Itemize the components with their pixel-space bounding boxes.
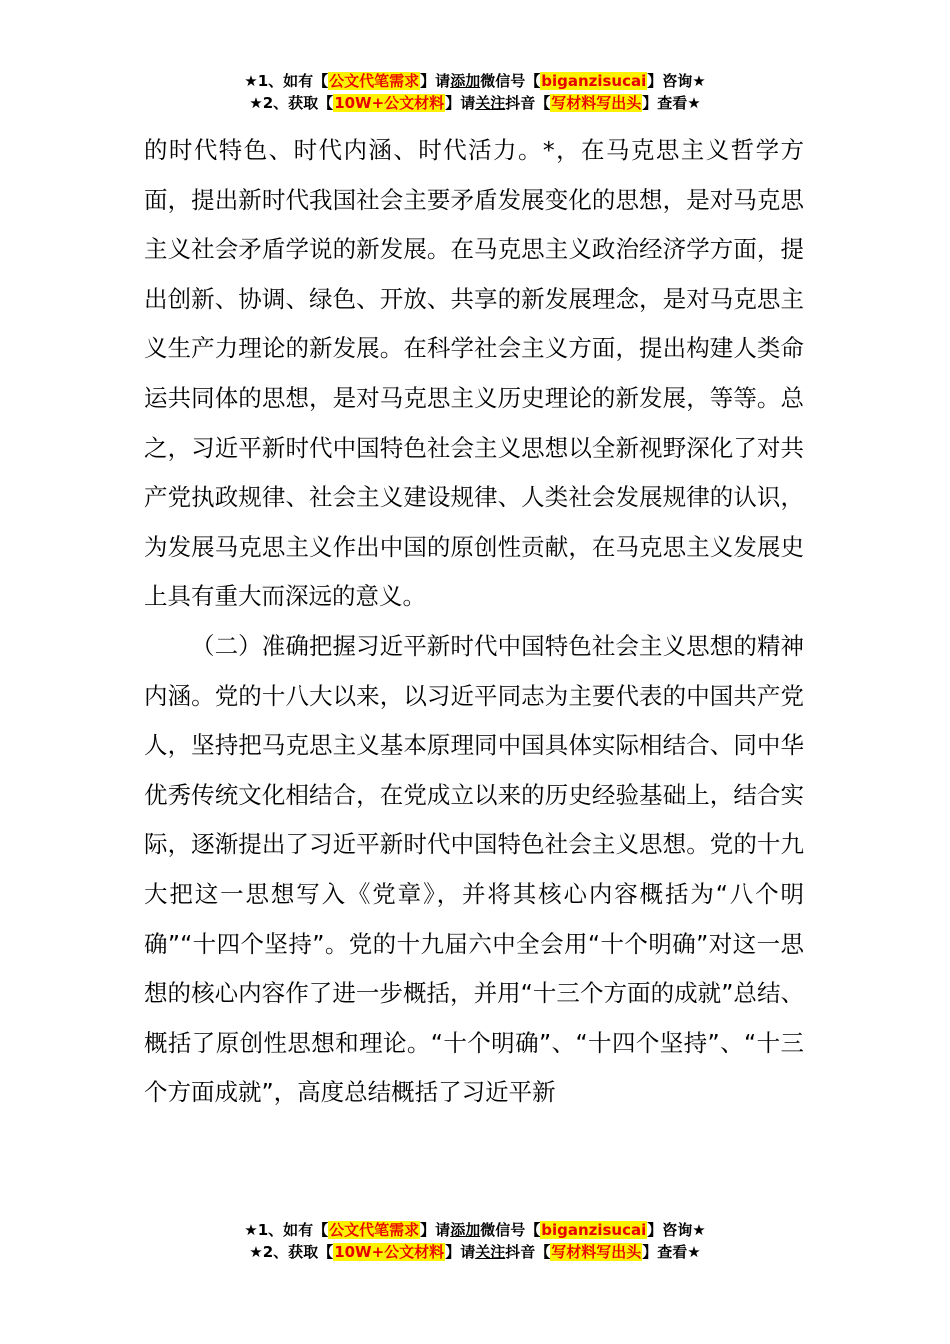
banner-underline: 添加	[450, 1221, 481, 1239]
banner-highlight: 10W+公文材料	[334, 1243, 445, 1261]
banner-line-2	[0, 92, 950, 114]
header-banner	[0, 70, 950, 114]
banner-highlight: 写材料写出头	[551, 94, 642, 112]
banner-text: 】咨询★	[647, 1221, 706, 1239]
banner-highlight: biganzisucai	[541, 1221, 647, 1239]
banner-text: 】查看★	[642, 1243, 701, 1261]
banner-text: ★2、获取【	[249, 1243, 334, 1261]
banner-text: ★1、如有【	[244, 1221, 329, 1239]
banner-highlight: 写材料写出头	[551, 1243, 642, 1261]
banner-text: 】咨询★	[647, 72, 706, 90]
banner-highlight: 公文代笔需求	[329, 72, 420, 90]
banner-underline: 关注	[475, 1243, 506, 1261]
banner-text: 抖音【	[505, 1243, 551, 1261]
footer-banner	[0, 1219, 950, 1263]
banner-line-2	[0, 1241, 950, 1263]
banner-line-1	[0, 1219, 950, 1241]
banner-text: 】请	[445, 94, 476, 112]
banner-text: ★2、获取【	[249, 94, 334, 112]
paragraph-2: （二）准确把握习近平新时代中国特色社会主义思想的精神内涵。党的十八大以来，以习近平同志为主要代表的中国共产党人，坚持把马克思主义基本原理同中国具体实际相结合、同中华优秀传统文化相结合，在党成立以来的历史经验基础上，结合实际，逐渐提出了习近平新时代中国特色社会主义思想。党的十九大把这一思想写入《党章》，并将其核心内容概括为“八个明确”“十四个坚持”。党的十九届六中全会用“十个明确”对这一思想的核心内容作了进一步概括，并用“十三个方面的成就”总结、概括了原创性思想和理论。“十个明确”、“十四个坚持”、“十三个方面成就”，高度总结概括了习近平新	[144, 631, 804, 1107]
banner-underline: 关注	[475, 94, 506, 112]
banner-text: 】请	[420, 72, 451, 90]
banner-line-1	[0, 70, 950, 92]
banner-text: 】请	[420, 1221, 451, 1239]
banner-highlight: biganzisucai	[541, 72, 647, 90]
banner-highlight: 公文代笔需求	[329, 1221, 420, 1239]
document-body	[144, 126, 804, 1118]
banner-text: 微信号【	[480, 72, 541, 90]
banner-text: 抖音【	[505, 94, 551, 112]
banner-highlight: 10W+公文材料	[334, 94, 445, 112]
banner-text: 】查看★	[642, 94, 701, 112]
banner-text: 】请	[445, 1243, 476, 1261]
banner-text: 微信号【	[480, 1221, 541, 1239]
banner-underline: 添加	[450, 72, 481, 90]
paragraph-1: 的时代特色、时代内涵、时代活力。*，在马克思主义哲学方面，提出新时代我国社会主要矛盾发展变化的思想，是对马克思主义社会矛盾学说的新发展。在马克思主义政治经济学方面，提出创新、协调、绿色、开放、共享的新发展理念，是对马克思主义生产力理论的新发展。在科学社会主义方面，提出构建人类命运共同体的思想，是对马克思主义历史理论的新发展，等等。总之，习近平新时代中国特色社会主义思想以全新视野深化了对共产党执政规律、社会主义建设规律、人类社会发展规律的认识，为发展马克思主义作出中国的原创性贡献，在马克思主义发展史上具有重大而深远的意义。	[144, 136, 804, 611]
banner-text: ★1、如有【	[244, 72, 329, 90]
